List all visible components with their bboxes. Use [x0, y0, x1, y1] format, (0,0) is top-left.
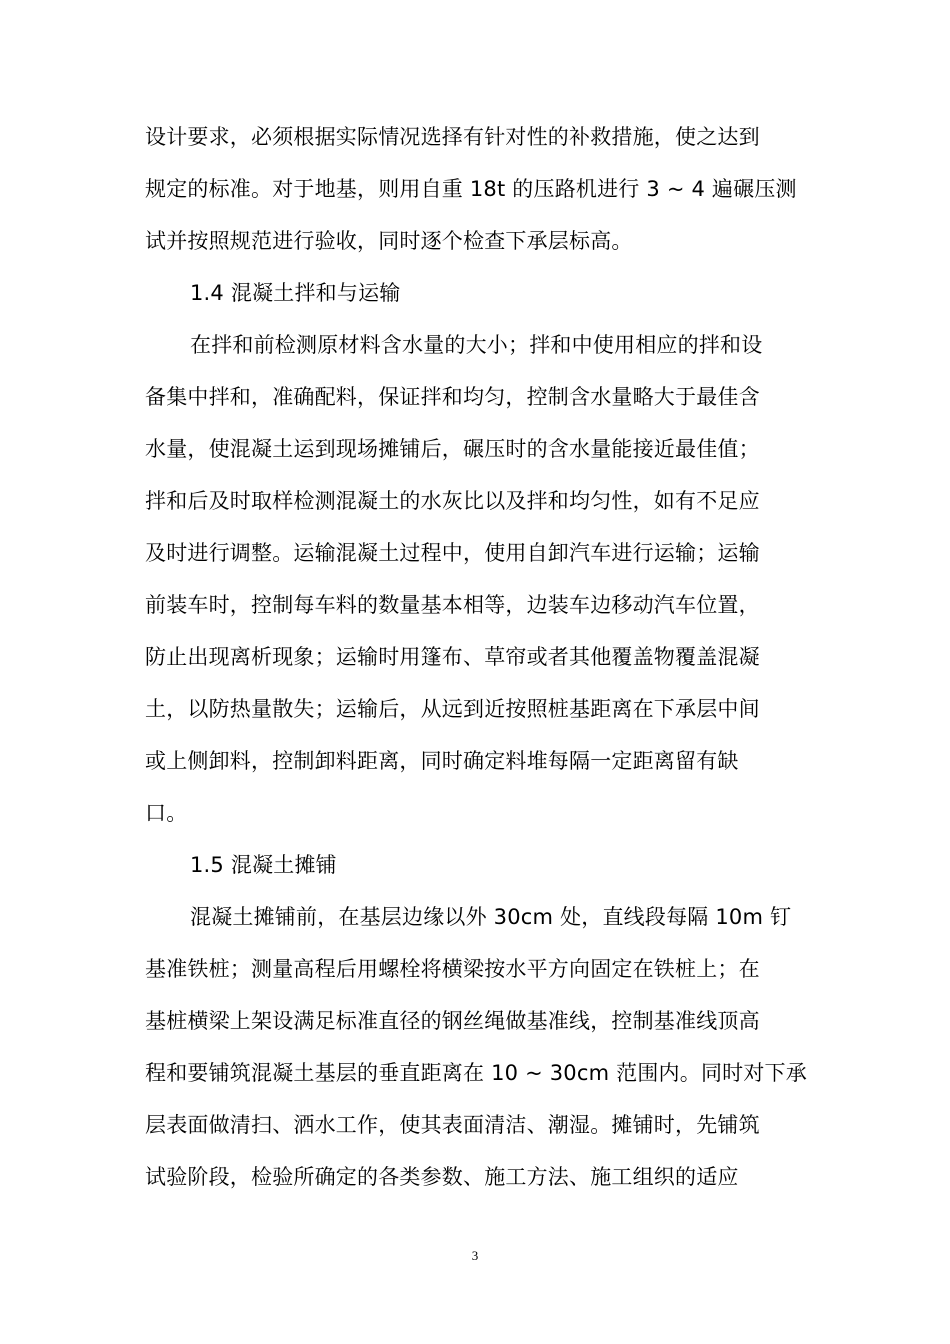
text-line: 或上侧卸料，控制卸料距离，同时确定料堆每隔一定距离留有缺 [145, 749, 739, 773]
text-line: 设计要求，必须根据实际情况选择有针对性的补救措施，使之达到 [145, 125, 760, 149]
text-line: 防止出现离析现象；运输时用篷布、草帘或者其他覆盖物覆盖混凝 [145, 645, 760, 669]
text-line: 混凝土摊铺前，在基层边缘以外 30cm 处，直线段每隔 10m 钉 [190, 905, 792, 929]
text-line: 拌和后及时取样检测混凝土的水灰比以及拌和均匀性，如有不足应 [145, 489, 760, 513]
text-line: 水量，使混凝土运到现场摊铺后，碾压时的含水量能接近最佳值； [145, 437, 760, 461]
text-line: 基桩横梁上架设满足标准直径的钢丝绳做基准线，控制基准线顶高 [145, 1009, 760, 1033]
text-line: 土，以防热量散失；运输后，从远到近按照桩基距离在下承层中间 [145, 697, 760, 721]
section-heading: 1.4 混凝土拌和与运输 [190, 281, 401, 305]
text-line: 层表面做清扫、洒水工作，使其表面清洁、潮湿。摊铺时，先铺筑 [145, 1113, 760, 1137]
text-line: 备集中拌和，准确配料，保证拌和均匀，控制含水量略大于最佳含 [145, 385, 760, 409]
text-line: 在拌和前检测原材料含水量的大小；拌和中使用相应的拌和设 [190, 333, 763, 357]
text-line: 基准铁桩；测量高程后用螺栓将横梁按水平方向固定在铁桩上；在 [145, 957, 760, 981]
text-line: 规定的标准。对于地基，则用自重 18t 的压路机进行 3 ~ 4 遍碾压测 [145, 177, 797, 201]
section-heading: 1.5 混凝土摊铺 [190, 853, 337, 877]
page-number: 3 [471, 1248, 479, 1263]
text-line: 程和要铺筑混凝土基层的垂直距离在 10 ~ 30cm 范围内。同时对下承 [145, 1061, 807, 1085]
text-line: 及时进行调整。运输混凝土过程中，使用自卸汽车进行运输；运输 [145, 541, 760, 565]
text-line: 试验阶段，检验所确定的各类参数、施工方法、施工组织的适应 [145, 1165, 739, 1189]
text-line: 口。 [145, 801, 188, 825]
text-line: 试并按照规范进行验收，同时逐个检查下承层标高。 [145, 229, 633, 253]
text-line: 前装车时，控制每车料的数量基本相等，边装车边移动汽车位置， [145, 593, 760, 617]
